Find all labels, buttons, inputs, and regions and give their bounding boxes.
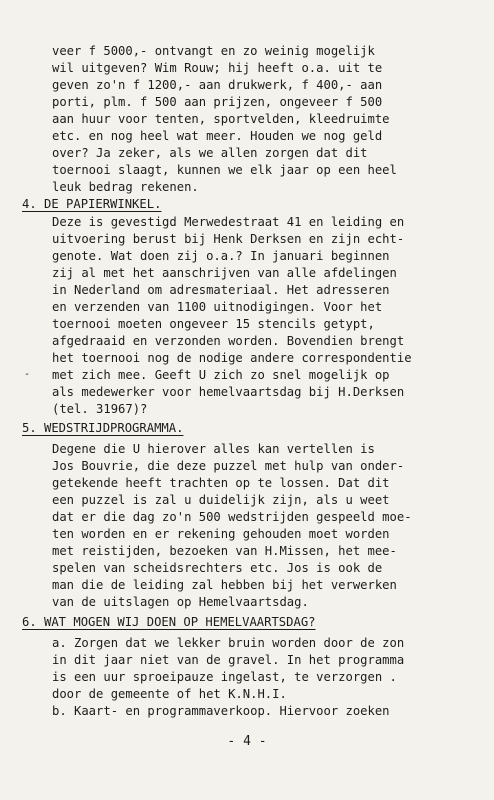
text-line: geven zo'n f 1200,- aan drukwerk, f 400,- aan <box>52 78 383 92</box>
text-line: dat er die dag zo'n 500 wedstrijden gespeeld moe- <box>52 510 412 524</box>
section-heading-6: 6. WAT MOGEN WIJ DOEN OP HEMELVAARTSDAG? <box>22 615 316 629</box>
text-line: (tel. 31967)? <box>52 402 148 416</box>
text-line: met zich mee. Geeft U zich zo snel mogelijk op <box>52 368 390 382</box>
text-line: en verzenden van 1100 uitnodigingen. Voor het <box>52 300 383 314</box>
text-line: in dit jaar niet van de gravel. In het programma <box>52 653 405 667</box>
text-line: toernooi slaagt, kunnen we elk jaar op een heel <box>52 163 397 177</box>
text-line: zij al met het aanschrijven van alle afdelingen <box>52 266 397 280</box>
text-line: toernooi moeten ongeveer 15 stencils getypt, <box>52 317 375 331</box>
text-line: als medewerker voor hemelvaartsdag bij H.Derksen <box>52 385 405 399</box>
text-line: etc. en nog heel wat meer. Houden we nog geld <box>52 129 383 143</box>
text-line: van de uitslagen op Hemelvaartsdag. <box>52 595 309 609</box>
text-line: met reistijden, bezoeken van H.Missen, het mee- <box>52 544 397 558</box>
text-line: spelen van scheidsrechters etc. Jos is ook de <box>52 561 383 575</box>
text-line: porti, plm. f 500 aan prijzen, ongeveer f 500 <box>52 95 383 109</box>
text-line: man die de leiding zal hebben bij het verwerken <box>52 578 397 592</box>
margin-mark: - <box>24 369 31 380</box>
text-line: b. Kaart- en programmaverkoop. Hiervoor zoeken <box>52 704 390 718</box>
text-line: over? Ja zeker, als we allen zorgen dat dit <box>52 146 368 160</box>
text-line: Jos Bouvrie, die deze puzzel met hulp van onder- <box>52 459 405 473</box>
section-heading-5: 5. WEDSTRIJDPROGRAMMA. <box>22 421 184 435</box>
text-line: genote. Wat doen zij o.a.? In januari beginnen <box>52 249 390 263</box>
text-line: getekende heeft trachten op te lossen. Dat dit <box>52 476 390 490</box>
text-line: a. Zorgen dat we lekker bruin worden door de zon <box>52 636 405 650</box>
page-number: - 4 - <box>227 734 267 749</box>
text-line: ten worden en er rekening gehouden moet worden <box>52 527 390 541</box>
text-line: uitvoering berust bij Henk Derksen en zijn echt- <box>52 232 405 246</box>
text-line: leuk bedrag rekenen. <box>52 180 199 194</box>
section-heading-4: 4. DE PAPIERWINKEL. <box>22 197 162 211</box>
text-line: veer f 5000,- ontvangt en zo weinig mogelijk <box>52 44 375 58</box>
text-line: wil uitgeven? Wim Rouw; hij heeft o.a. uit te <box>52 61 383 75</box>
text-line: door de gemeente of het K.N.H.I. <box>52 687 287 701</box>
text-line: het toernooi nog de nodige andere correspondentie <box>52 351 412 365</box>
text-line: is een uur sproeipauze ingelast, te verzorgen . <box>52 670 397 684</box>
text-line: Degene die U hierover alles kan vertellen is <box>52 442 375 456</box>
text-line: in Nederland om adresmateriaal. Het adresseren <box>52 283 390 297</box>
text-line: afgedraaid en verzonden worden. Bovendien brengt <box>52 334 405 348</box>
text-line: een puzzel is zal u duidelijk zijn, als u weet <box>52 493 390 507</box>
text-line: aan huur voor tenten, sportvelden, kleedruimte <box>52 112 390 126</box>
text-line: Deze is gevestigd Merwedestraat 41 en leiding en <box>52 215 405 229</box>
